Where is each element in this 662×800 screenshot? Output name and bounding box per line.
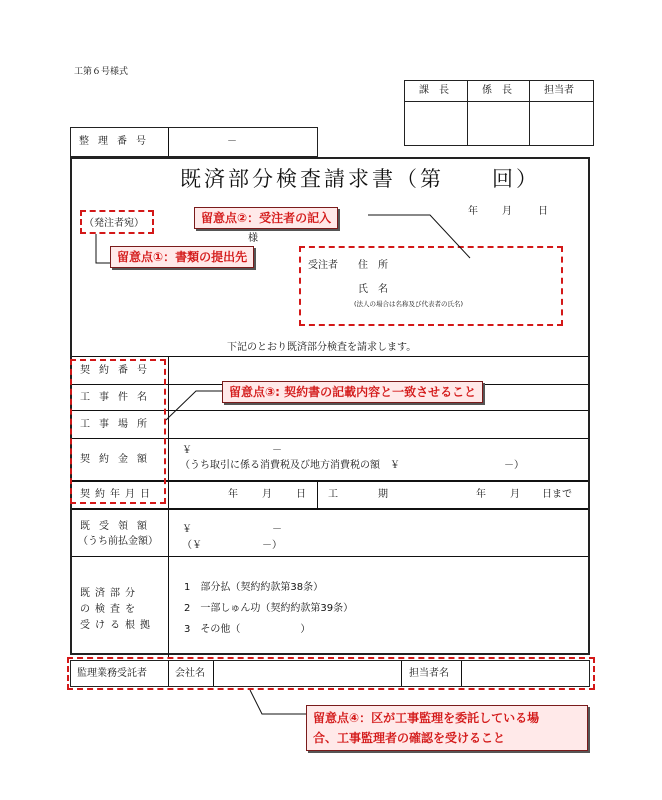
- request-text: 下記のとおり既済部分検査を請求します。: [227, 342, 417, 353]
- contractor-address-label: 住 所: [358, 260, 388, 271]
- contract-amount-yen: ￥: [182, 445, 192, 456]
- orderer-label: （発注者宛）: [84, 218, 144, 229]
- callout-3-match-contract: 留意点③: 契約書の記載内容と一致させること: [222, 381, 483, 403]
- person-label: 担当者名: [409, 668, 449, 679]
- date-day[interactable]: 日: [538, 206, 548, 217]
- contract-date-year[interactable]: 年: [228, 489, 238, 500]
- approval-header-staff: 担当者: [544, 85, 574, 96]
- contract-date-label: 契約年月日: [80, 489, 155, 500]
- prepayment-label: （うち前払金額）: [78, 536, 158, 547]
- orderer-honorific: 様: [248, 233, 258, 244]
- work-period-label: 工 期: [328, 489, 388, 500]
- basis-option-3[interactable]: 3 その他（ ）: [184, 624, 311, 635]
- contractor-name-label: 氏 名: [358, 284, 388, 295]
- date-year[interactable]: 年: [468, 206, 478, 217]
- tax-close[interactable]: －）: [504, 460, 524, 471]
- received-yen: ￥: [182, 524, 192, 535]
- contract-number-label: 契約番号: [80, 365, 156, 376]
- callout-4-line-1: 留意点④：区が工事監理を委託している場: [313, 711, 540, 725]
- form-id: 工第６号様式: [74, 67, 129, 77]
- approval-header-chief: 課 長: [419, 85, 449, 96]
- callout-2-contractor: 留意点②：受注者の記入: [194, 207, 338, 229]
- callout-4-line-2: 合、工事監理者の確認を受けること: [313, 731, 506, 745]
- basis-option-2[interactable]: 2 一部しゅん功（契約約款第39条）: [184, 603, 354, 614]
- received-dash[interactable]: －: [272, 524, 282, 535]
- callout-1-submit-to: 留意点①：書類の提出先: [110, 246, 254, 268]
- basis-label-3: 受ける根拠: [80, 620, 155, 631]
- contract-date-day[interactable]: 日: [296, 489, 306, 500]
- received-amount-label: 既受領額: [80, 521, 156, 532]
- approval-header-subchief: 係 長: [482, 85, 512, 96]
- page-title: 既済部分検査請求書（第 回）: [180, 167, 540, 191]
- contract-amount-dash[interactable]: －: [272, 445, 282, 456]
- contract-date-month[interactable]: 月: [262, 489, 272, 500]
- work-place-label: 工事場所: [80, 419, 156, 430]
- basis-label-2: の検査を: [80, 604, 140, 615]
- basis-option-1[interactable]: 1 部分払（契約約款第38条）: [184, 582, 324, 593]
- work-name-label: 工事件名: [80, 392, 156, 403]
- company-label: 会社名: [175, 668, 205, 679]
- work-period-until[interactable]: 日まで: [542, 489, 572, 500]
- basis-label-1: 既済部分: [80, 588, 140, 599]
- contract-amount-label: 契約金額: [80, 454, 156, 465]
- prepayment-amount[interactable]: （￥ －）: [182, 540, 282, 551]
- number-field-label: 整理番号: [79, 136, 155, 147]
- tax-line: （うち取引に係る消費税及び地方消費税の額 ￥: [180, 460, 400, 471]
- number-field-value[interactable]: －: [227, 136, 237, 147]
- supervisor-label: 監理業務受託者: [77, 668, 147, 679]
- contractor-prefix: 受注者: [308, 260, 338, 271]
- callout-4-supervisor: [306, 705, 588, 751]
- date-month[interactable]: 月: [502, 206, 512, 217]
- work-period-year[interactable]: 年: [476, 489, 486, 500]
- contractor-note: (法人の場合は名称及び代表者の氏名): [354, 300, 464, 308]
- work-period-month[interactable]: 月: [510, 489, 520, 500]
